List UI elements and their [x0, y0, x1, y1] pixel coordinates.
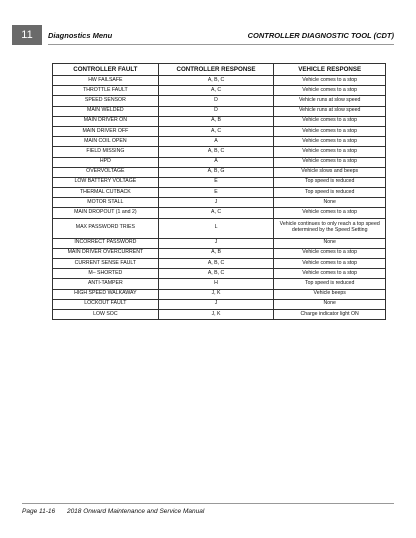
- controller-fault-cell: ANTI-TAMPER: [53, 279, 159, 289]
- controller-response-cell: A, C: [158, 208, 274, 218]
- fault-table: [52, 63, 386, 320]
- controller-fault-cell: MAIN COIL OPEN: [53, 137, 159, 147]
- table-row: [53, 188, 386, 198]
- controller-response-cell: J: [158, 238, 274, 248]
- controller-fault-cell: HW FAILSAFE: [53, 76, 159, 86]
- controller-response-cell: L: [158, 218, 274, 238]
- vehicle-response-cell: Vehicle comes to a stop: [274, 147, 386, 157]
- controller-response-cell: A, B: [158, 248, 274, 258]
- controller-response-cell: A: [158, 157, 274, 167]
- table-row: [53, 106, 386, 116]
- footer: [22, 508, 204, 515]
- controller-fault-cell: THROTTLE FAULT: [53, 86, 159, 96]
- vehicle-response-cell: Vehicle comes to a stop: [274, 137, 386, 147]
- controller-response-cell: A, B, G: [158, 167, 274, 177]
- controller-response-cell: A, B, C: [158, 259, 274, 269]
- vehicle-response-cell: Vehicle comes to a stop: [274, 269, 386, 279]
- vehicle-response-cell: Vehicle comes to a stop: [274, 116, 386, 126]
- controller-fault-cell: HIGH SPEED WALKAWAY: [53, 289, 159, 299]
- controller-fault-cell: OVERVOLTAGE: [53, 167, 159, 177]
- fault-table-body: [53, 76, 386, 320]
- vehicle-response-cell: Vehicle continues to only reach a top speed determined by the Speed Setting: [274, 218, 386, 238]
- table-row: [53, 76, 386, 86]
- controller-response-cell: A, C: [158, 86, 274, 96]
- manual-title: 2018 Onward Maintenance and Service Manual: [66, 508, 205, 515]
- column-header-controller-fault: CONTROLLER FAULT: [53, 64, 159, 76]
- vehicle-response-cell: None: [274, 198, 386, 208]
- table-row: [53, 157, 386, 167]
- table-row: [53, 126, 386, 136]
- page-title: CONTROLLER DIAGNOSTIC TOOL (CDT): [247, 31, 394, 40]
- table-row: [53, 269, 386, 279]
- footer-divider: [22, 503, 394, 504]
- vehicle-response-cell: Vehicle slows and beeps: [274, 167, 386, 177]
- table-row: [53, 208, 386, 218]
- table-row: [53, 86, 386, 96]
- controller-response-cell: J: [158, 299, 274, 309]
- vehicle-response-cell: Vehicle comes to a stop: [274, 76, 386, 86]
- controller-response-cell: H: [158, 279, 274, 289]
- table-row: [53, 96, 386, 106]
- header-divider: [48, 44, 394, 45]
- controller-fault-cell: HPD: [53, 157, 159, 167]
- vehicle-response-cell: Vehicle comes to a stop: [274, 86, 386, 96]
- table-row: [53, 299, 386, 309]
- vehicle-response-cell: Top speed is reduced: [274, 279, 386, 289]
- controller-fault-cell: MAIN DRIVER OFF: [53, 126, 159, 136]
- controller-response-cell: A, B, C: [158, 147, 274, 157]
- table-row: [53, 137, 386, 147]
- table-row: [53, 279, 386, 289]
- controller-response-cell: D: [158, 106, 274, 116]
- controller-response-cell: A, B: [158, 116, 274, 126]
- table-row: [53, 198, 386, 208]
- table-row: [53, 147, 386, 157]
- table-row: [53, 289, 386, 299]
- table-row: [53, 218, 386, 238]
- controller-fault-cell: THERMAL CUTBACK: [53, 188, 159, 198]
- controller-response-cell: E: [158, 177, 274, 187]
- table-row: [53, 238, 386, 248]
- controller-response-cell: J: [158, 198, 274, 208]
- controller-fault-cell: MAIN DRIVER ON: [53, 116, 159, 126]
- vehicle-response-cell: Vehicle comes to a stop: [274, 157, 386, 167]
- vehicle-response-cell: Vehicle comes to a stop: [274, 126, 386, 136]
- table-row: [53, 167, 386, 177]
- table-row: [53, 177, 386, 187]
- page-number: Page 11-16: [22, 508, 56, 515]
- vehicle-response-cell: Vehicle beeps: [274, 289, 386, 299]
- controller-fault-cell: INCORRECT PASSWORD: [53, 238, 159, 248]
- controller-fault-cell: CURRENT SENSE FAULT: [53, 259, 159, 269]
- controller-response-cell: D: [158, 96, 274, 106]
- column-header-controller-response: CONTROLLER RESPONSE: [158, 64, 274, 76]
- controller-response-cell: A: [158, 137, 274, 147]
- controller-fault-cell: MOTOR STALL: [53, 198, 159, 208]
- vehicle-response-cell: None: [274, 299, 386, 309]
- controller-fault-cell: MAX PASSWORD TRIES: [53, 218, 159, 238]
- vehicle-response-cell: Top speed is reduced: [274, 188, 386, 198]
- table-row: [53, 309, 386, 319]
- controller-fault-cell: MAIN DROPOUT (1 and 2): [53, 208, 159, 218]
- controller-response-cell: J, K: [158, 289, 274, 299]
- controller-response-cell: A, C: [158, 126, 274, 136]
- vehicle-response-cell: None: [274, 238, 386, 248]
- controller-response-cell: A, B, C: [158, 76, 274, 86]
- vehicle-response-cell: Vehicle comes to a stop: [274, 259, 386, 269]
- vehicle-response-cell: Vehicle comes to a stop: [274, 208, 386, 218]
- column-header-vehicle-response: VEHICLE RESPONSE: [274, 64, 386, 76]
- controller-response-cell: J, K: [158, 309, 274, 319]
- vehicle-response-cell: Vehicle runs at slow speed: [274, 96, 386, 106]
- vehicle-response-cell: Charge indicator light ON: [274, 309, 386, 319]
- controller-fault-cell: LOW SOC: [53, 309, 159, 319]
- vehicle-response-cell: Top speed is reduced: [274, 177, 386, 187]
- controller-response-cell: A, B, C: [158, 269, 274, 279]
- controller-fault-cell: SPEED SENSOR: [53, 96, 159, 106]
- table-row: [53, 259, 386, 269]
- controller-fault-cell: MAIN WELDED: [53, 106, 159, 116]
- controller-fault-cell: LOCKOUT FAULT: [53, 299, 159, 309]
- controller-fault-cell: LOW BATTERY VOLTAGE: [53, 177, 159, 187]
- vehicle-response-cell: Vehicle comes to a stop: [274, 248, 386, 258]
- table-header-row: [53, 64, 386, 76]
- controller-fault-cell: M– SHORTED: [53, 269, 159, 279]
- controller-fault-cell: MAIN DRIVER OVERCURRENT: [53, 248, 159, 258]
- controller-response-cell: E: [158, 188, 274, 198]
- chapter-tab: 11: [12, 25, 42, 45]
- controller-fault-cell: FIELD MISSING: [53, 147, 159, 157]
- vehicle-response-cell: Vehicle runs at slow speed: [274, 106, 386, 116]
- table-row: [53, 116, 386, 126]
- section-title: Diagnostics Menu: [48, 31, 113, 40]
- table-row: [53, 248, 386, 258]
